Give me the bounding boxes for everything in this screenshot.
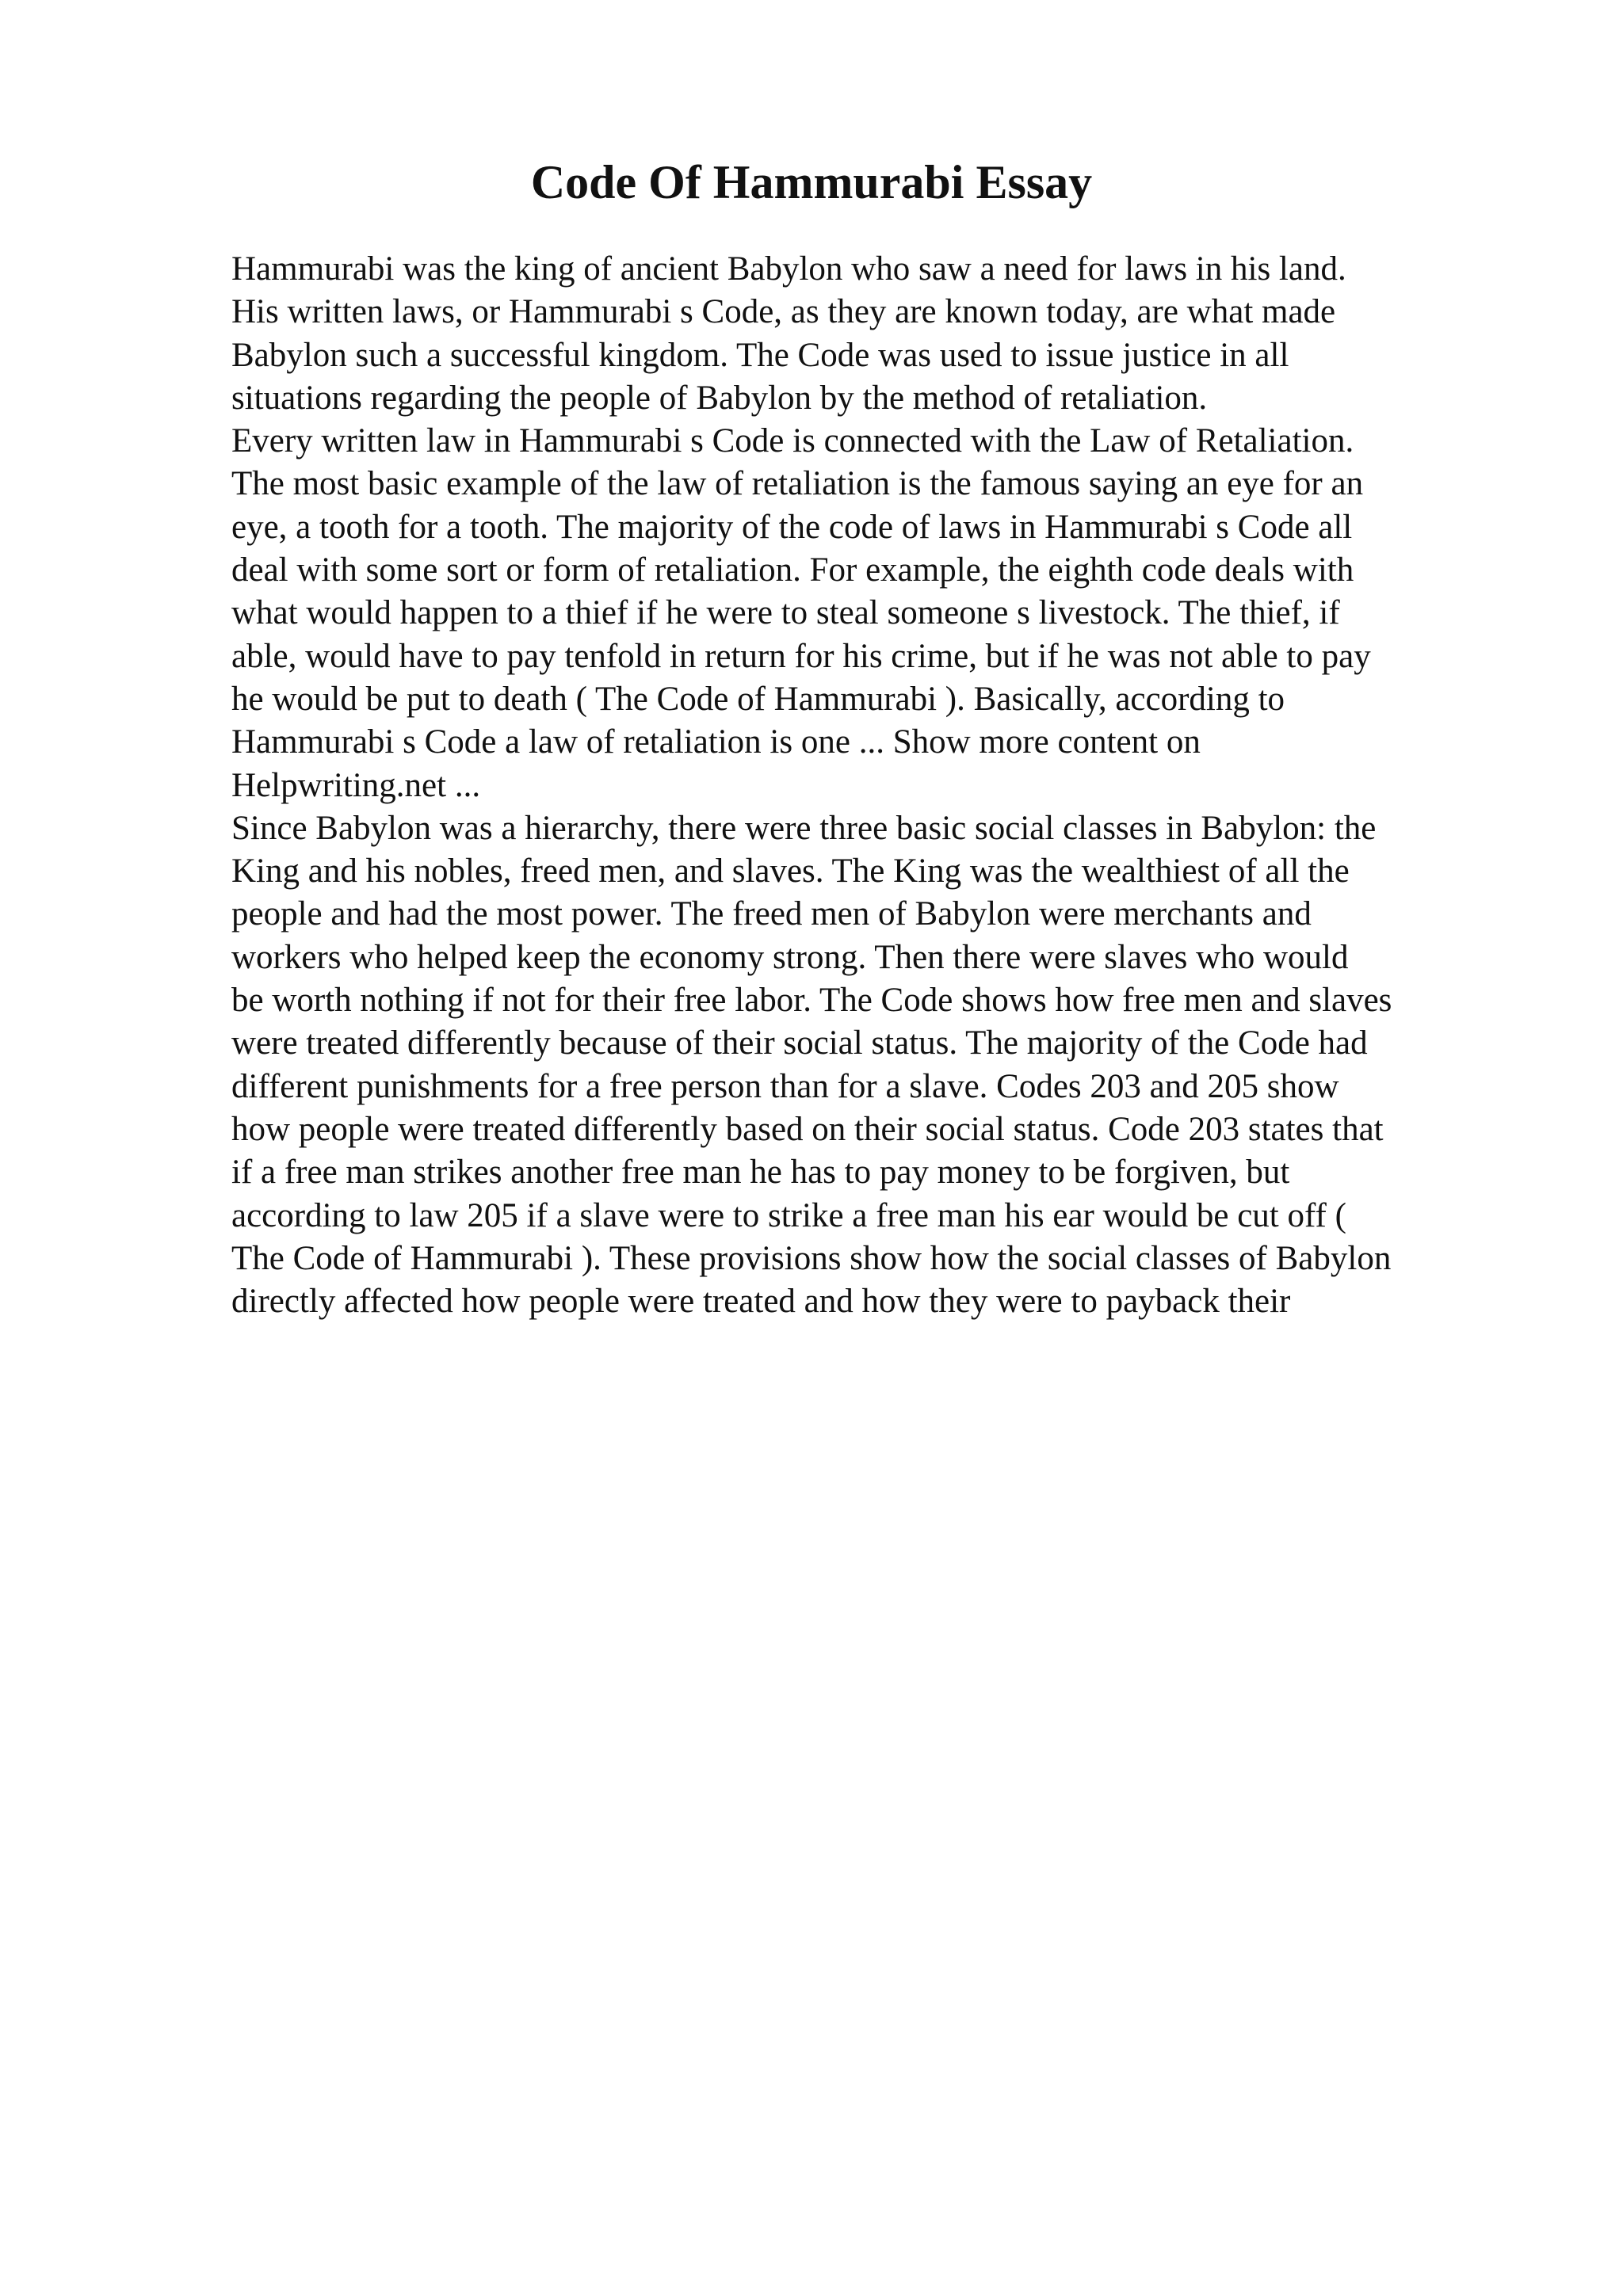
text-line: situations regarding the people of Babylon by the method of retaliation. [231, 379, 1208, 417]
text-line: Helpwriting.net ... [231, 766, 481, 804]
text-line: able, would have to pay tenfold in return for his crime, but if he was not able to pay [231, 637, 1371, 675]
text-line: what would happen to a thief if he were to steal someone s livestock. The thief, if [231, 594, 1340, 632]
text-line: how people were treated differently based on their social status. Code 203 states that [231, 1110, 1384, 1148]
text-line: Since Babylon was a hierarchy, there were three basic social classes in Babylon: the [231, 809, 1377, 847]
essay-body [231, 248, 1515, 1323]
text-line: Hammurabi s Code a law of retaliation is one ... Show more content on [231, 723, 1201, 761]
text-line: eye, a tooth for a tooth. The majority of the code of laws in Hammurabi s Code all [231, 508, 1353, 546]
text-line: directly affected how people were treated and how they were to payback their [231, 1283, 1291, 1321]
text-line: people and had the most power. The freed men of Babylon were merchants and [231, 895, 1312, 933]
text-line: Hammurabi was the king of ancient Babylon who saw a need for laws in his land. [231, 250, 1346, 288]
text-line: were treated differently because of their social status. The majority of the Code had [231, 1024, 1368, 1062]
text-line: King and his nobles, freed men, and slaves. The King was the wealthiest of all the [231, 852, 1350, 891]
text-line: Every written law in Hammurabi s Code is connected with the Law of Retaliation. [231, 422, 1354, 460]
text-line: The most basic example of the law of retaliation is the famous saying an eye for an [231, 465, 1364, 503]
text-line: Babylon such a successful kingdom. The Code was used to issue justice in all [231, 336, 1289, 374]
text-line: His written laws, or Hammurabi s Code, as they are known today, are what made [231, 293, 1336, 331]
text-line: be worth nothing if not for their free labor. The Code shows how free men and slaves [231, 982, 1392, 1020]
text-line: workers who helped keep the economy strong. Then there were slaves who would [231, 938, 1349, 976]
text-line: if a free man strikes another free man he has to pay money to be forgiven, but [231, 1154, 1290, 1192]
page-title: Code Of Hammurabi Essay [530, 156, 1093, 208]
text-line: deal with some sort or form of retaliation. For example, the eighth code deals with [231, 551, 1354, 589]
text-line: different punishments for a free person than for a slave. Codes 203 and 205 show [231, 1067, 1339, 1105]
text-line: according to law 205 if a slave were to strike a free man his ear would be cut off ( [231, 1196, 1346, 1234]
text-line: he would be put to death ( The Code of Hammurabi ). Basically, according to [231, 680, 1285, 718]
text-line: The Code of Hammurabi ). These provisions show how the social classes of Babylon [231, 1239, 1392, 1277]
